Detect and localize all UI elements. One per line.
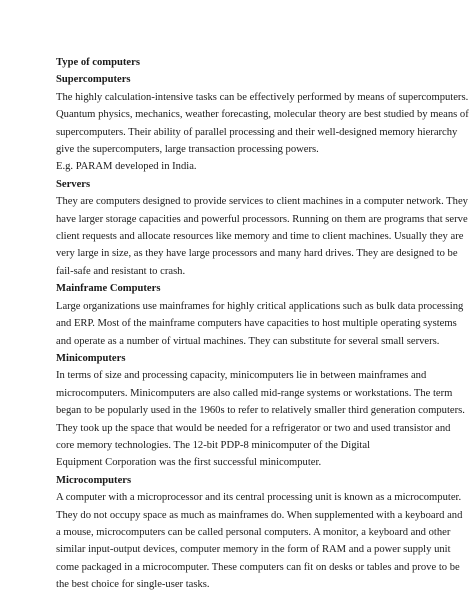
paragraph-line: began to be popularly used in the 1960s to refer to relatively smaller third generation computers. [56, 405, 465, 417]
paragraph-line: They took up the space that would be needed for a refrigerator or two and used transistor and [56, 422, 451, 434]
paragraph-line: similar input-output devices, computer memory in the form of RAM and a power supply unit [56, 544, 451, 556]
paragraph-line: In terms of size and processing capacity, minicomputers lie in between mainframes and [56, 370, 427, 382]
paragraph-line: fail-safe and resistant to crash. [56, 265, 186, 277]
paragraph-line: core memory technologies. The 12-bit PDP-8 minicomputer of the Digital [56, 439, 371, 451]
paragraph-line: have larger storage capacities and powerful processors. Running on them are programs that serve [56, 213, 468, 225]
section-supercomputers [56, 71, 469, 175]
paragraph-line: They do not occupy space as much as mainframes do. When supplemented with a keyboard and [56, 509, 463, 521]
section-servers [56, 176, 468, 280]
paragraph-line: supercomputers. Their ability of parallel processing and their well-designed memory hierarchy [56, 126, 458, 138]
section-minicomputers [56, 350, 465, 472]
paragraph-line: The highly calculation-intensive tasks can be effectively performed by means of supercomputers. [56, 91, 469, 103]
section-heading: Microcomputers [56, 474, 132, 486]
paragraph-line: give the supercomputers, large transaction processing powers. [56, 144, 319, 156]
paragraph-line: client requests and allocate resources like memory and time to client machines. Usually they are [56, 231, 464, 243]
paragraph-line: microcomputers. Minicomputers are also called mid-range systems or workstations. The term [56, 387, 453, 399]
paragraph-line: very large in size, as they have large processors and many hard drives. They are designed to be [56, 248, 458, 260]
section-heading: Minicomputers [56, 352, 126, 364]
paragraph-line: and operate as a number of virtual machines. They can substitute for several small servers. [56, 335, 440, 347]
paragraph-line: a mouse, microcomputers can be called personal computers. A monitor, a keyboard and other [56, 526, 451, 538]
paragraph-line: E.g. PARAM developed in India. [56, 161, 197, 173]
section-heading: Supercomputers [56, 74, 131, 86]
section-microcomputers [56, 472, 463, 594]
paragraph-line: They are computers designed to provide services to client machines in a computer network. They [56, 196, 468, 208]
paragraph-line: Quantum physics, mechanics, weather forecasting, molecular theory are best studied by means of [56, 109, 469, 121]
section-mainframe-computers [56, 280, 464, 350]
document-title: Type of computers [56, 57, 140, 68]
document-body [56, 54, 469, 594]
section-heading: Servers [56, 178, 91, 190]
paragraph-line: come packaged in a microcomputer. These computers can fit on desks or tables and prove to be [56, 561, 460, 573]
paragraph-line: Equipment Corporation was the first successful minicomputer. [56, 457, 322, 469]
paragraph-line: the best choice for single-user tasks. [56, 579, 210, 591]
section-heading: Mainframe Computers [56, 283, 161, 295]
paragraph-line: A computer with a microprocessor and its central processing unit is known as a microcomputer. [56, 492, 462, 504]
paragraph-line: and ERP. Most of the mainframe computers have capacities to host multiple operating systems [56, 318, 457, 330]
paragraph-line: Large organizations use mainframes for highly critical applications such as bulk data processing [56, 300, 464, 312]
